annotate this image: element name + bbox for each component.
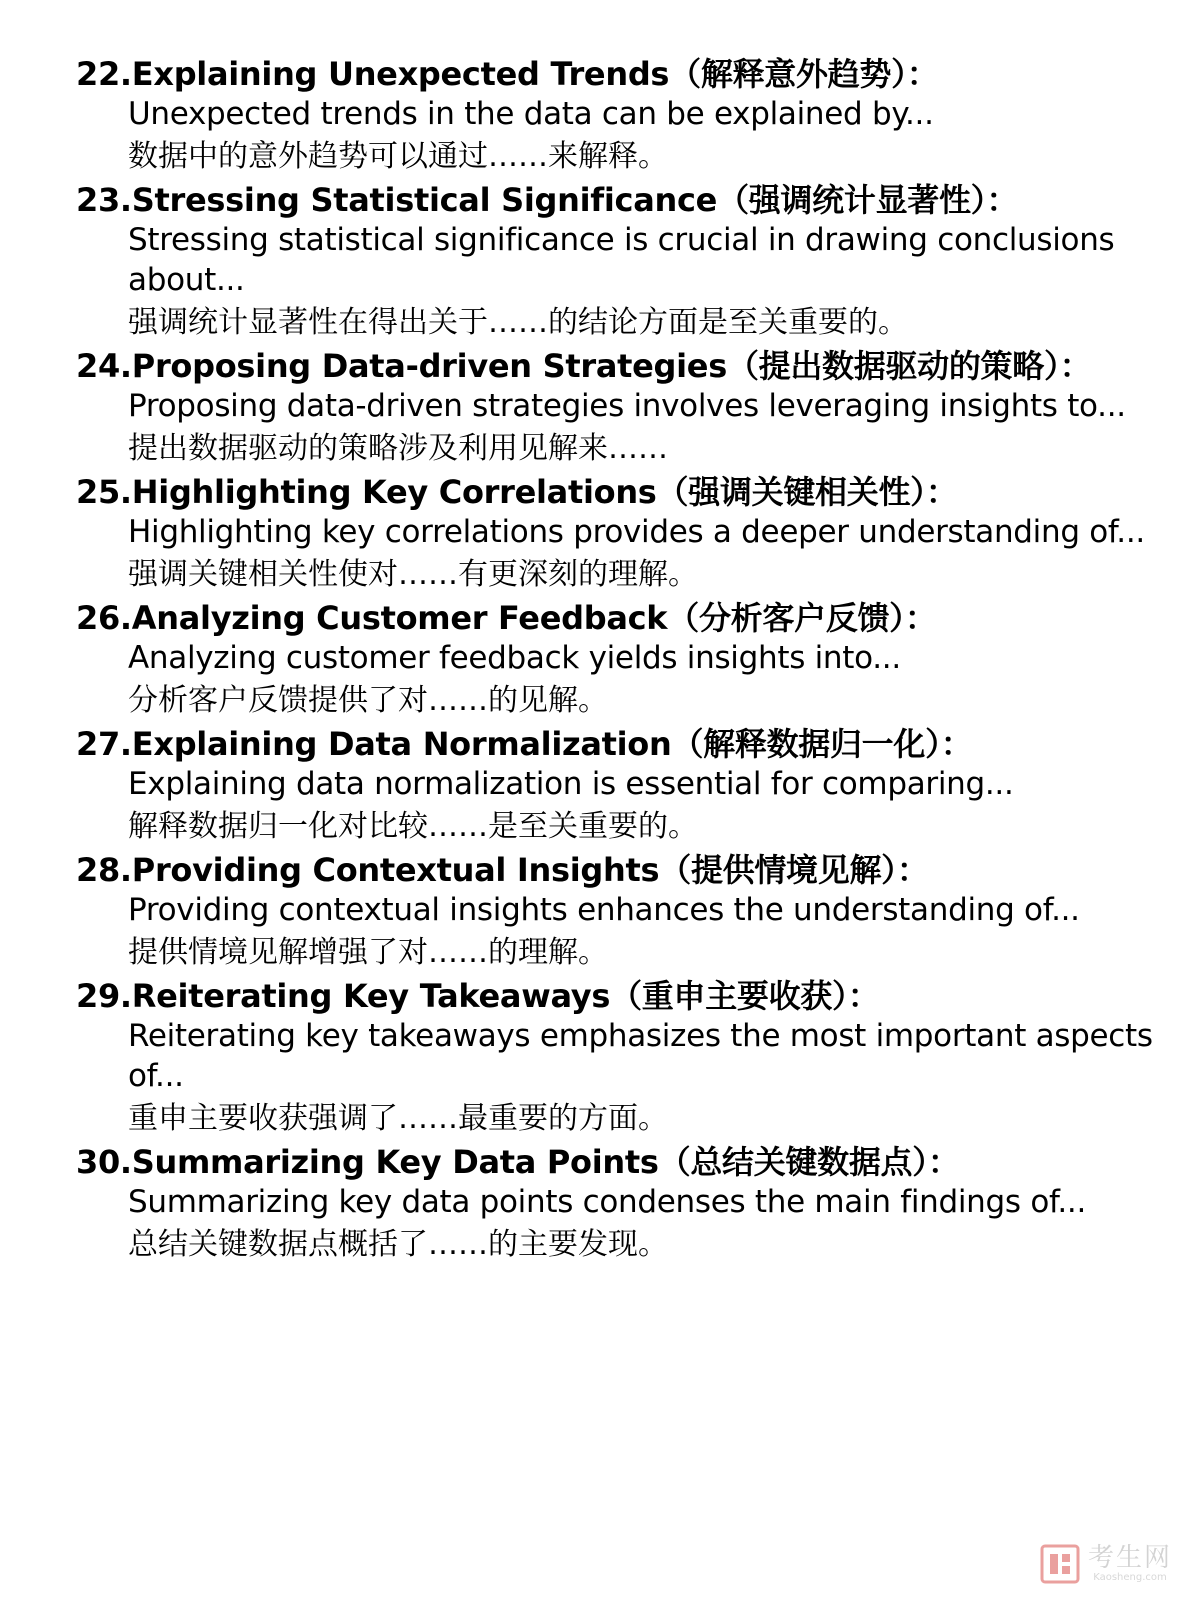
entry-chinese: 强调统计显著性在得出关于……的结论方面是至关重要的。	[128, 305, 908, 340]
entry-english: Analyzing customer feedback yields insights into...	[128, 640, 901, 676]
entry-chinese: 重申主要收获强调了……最重要的方面。	[128, 1101, 668, 1136]
entry-26	[76, 598, 1176, 724]
entry-heading: 22.Explaining Unexpected Trends（解释意外趋势）：	[76, 55, 939, 93]
entry-chinese: 总结关键数据点概括了……的主要发现。	[128, 1227, 668, 1262]
entry-heading: 30.Summarizing Key Data Points（总结关键数据点）：	[76, 1143, 960, 1181]
entry-english: Unexpected trends in the data can be explained by...	[128, 96, 934, 132]
entry-22	[76, 54, 1176, 180]
watermark-chinese: 考生网	[1087, 1543, 1172, 1573]
document-page	[76, 54, 1176, 1268]
entry-29	[76, 976, 1176, 1142]
entry-chinese: 强调关键相关性使对……有更深刻的理解。	[128, 557, 698, 592]
watermark	[1040, 1544, 1172, 1584]
entry-chinese: 数据中的意外趋势可以通过……来解释。	[128, 139, 668, 174]
entry-english: Proposing data-driven strategies involves leveraging insights to...	[128, 388, 1126, 424]
entry-30	[76, 1142, 1176, 1268]
kaosheng-logo-icon	[1040, 1544, 1080, 1584]
entry-27	[76, 724, 1176, 850]
entry-english: Highlighting key correlations provides a deeper understanding of...	[128, 514, 1145, 550]
entry-english: Reiterating key takeaways emphasizes the most important aspects of...	[128, 1018, 1153, 1094]
entry-chinese: 提出数据驱动的策略涉及利用见解来……	[128, 431, 668, 466]
entry-28	[76, 850, 1176, 976]
entry-english: Summarizing key data points condenses the main findings of...	[128, 1184, 1087, 1220]
entry-english: Providing contextual insights enhances the understanding of...	[128, 892, 1080, 928]
entry-heading: 24.Proposing Data-driven Strategies（提出数据驱动的策略）：	[76, 347, 1092, 385]
entry-heading: 29.Reiterating Key Takeaways（重申主要收获）：	[76, 977, 880, 1015]
entry-heading: 25.Highlighting Key Correlations（强调关键相关性）：	[76, 473, 958, 511]
entry-heading: 27.Explaining Data Normalization（解释数据归一化）：	[76, 725, 973, 763]
watermark-english: Kaosheng.com	[1093, 1572, 1167, 1583]
entry-english: Stressing statistical significance is crucial in drawing conclusions about...	[128, 222, 1115, 298]
entry-heading: 23.Stressing Statistical Significance（强调统计显著性）：	[76, 181, 1019, 219]
entry-english: Explaining data normalization is essential for comparing...	[128, 766, 1014, 802]
entry-25	[76, 472, 1176, 598]
entry-chinese: 解释数据归一化对比较……是至关重要的。	[128, 809, 698, 844]
entry-heading: 28.Providing Contextual Insights（提供情境见解）：	[76, 851, 929, 889]
watermark-text	[1088, 1544, 1172, 1584]
entry-chinese: 分析客户反馈提供了对……的见解。	[128, 683, 608, 718]
entry-heading: 26.Analyzing Customer Feedback（分析客户反馈）：	[76, 599, 937, 637]
entry-24	[76, 346, 1176, 472]
entry-chinese: 提供情境见解增强了对……的理解。	[128, 935, 608, 970]
entry-23	[76, 180, 1176, 346]
